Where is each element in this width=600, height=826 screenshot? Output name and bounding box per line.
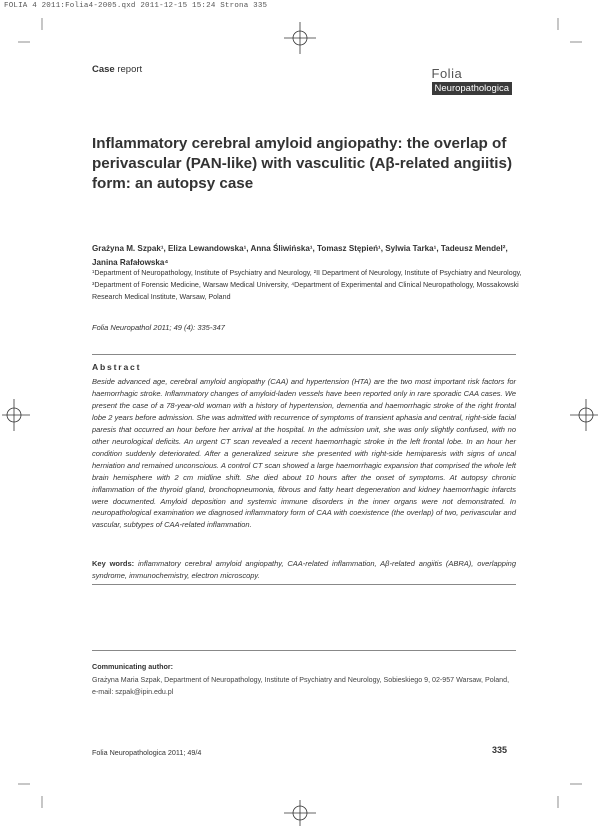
journal-logo-bottom: Neuropathologica xyxy=(432,82,512,95)
article-type-bold: Case xyxy=(92,64,115,75)
abstract-text: Beside advanced age, cerebral amyloid angiopathy (CAA) and hypertension (HTA) are the two most important risk factors for haemorrhagic stroke. Inflammatory changes of amyloid-laden vessels have been reported only in rare sporadic CAA cases. We present the case of a 78-year-old woman with a history of hypertension, dementia and haemorrhagic stroke of the right frontal lobe 2 years before admission. She was admitted with recurrence of symptoms of transient aphasia and central, right-side facial paresis that occurred an hour before her arrival at the hospital. In the admission unit, she was only slightly confused, with no other neurological deficits. An urgent CT scan revealed a recent haemorrhagic stroke in the left frontal lobe. In an hour her condition suddenly deteriorated. After a generalized seizure she presented with right-side hemiparesis with signs of uncal herniation and remained unconscious. A control CT scan showed a large haemorrhagic expansion that comprised the whole left brain hemisphere with 2 cm midline shift. She died about 10 hours after the onset of symptoms. At autopsy chronic inflammation of the thyroid gland, bronchopneumonia, fibrous and fatty heart degeneration and kidney haemorrhagic infarcts were documented. Amyloid deposition and systemic immune disorders in the inner organs were not demonstrated. In neuropathological examination we diagnosed inflammatory form of CAA with coexistence (the overlap) of two, perivascular and vascular, subtypes of CAA-related inflammation. xyxy=(92,377,516,530)
affiliations: ¹Department of Neuropathology, Institute of Psychiatry and Neurology, ²II Department of Neurology, Institute of Psychiatry and Neurology, ³Department of Forensic Medicine, Warsaw Medical University, ⁴Department of Experimental and Clinical Neuropathology, Mossakowski Research Medical Institute, Warsaw, Poland xyxy=(92,269,522,301)
footer-journal: Folia Neuropathologica 2011; 49/4 xyxy=(92,748,202,757)
keywords-text: inflammatory cerebral amyloid angiopathy, CAA-related inflammation, Aβ-related angiitis (ABRA), overlapping syndrome, immunochemistry, electron microscopy. xyxy=(92,559,516,580)
correspondence-address: Grażyna Maria Szpak, Department of Neuropathology, Institute of Psychiatry and Neurology, Sobieskiego 9, 02-957 Warsaw, Poland, xyxy=(92,676,510,684)
citation: Folia Neuropathol 2011; 49 (4): 335-347 xyxy=(92,323,225,332)
journal-logo-top: Folia xyxy=(431,66,463,81)
author-list: Grażyna M. Szpak¹, Eliza Lewandowska¹, Anna Śliwińska¹, Tomasz Stępień¹, Sylwia Tarka¹, Tadeusz Mendel², Janina Rafałowska⁴ xyxy=(92,244,508,267)
abstract-heading: Abstract xyxy=(92,362,142,372)
correspondence-heading: Communicating author: xyxy=(92,662,174,671)
article-type-rest: report xyxy=(114,64,143,75)
keywords-label: Key words: xyxy=(92,559,135,568)
correspondence-email[interactable]: e-mail: szpak@ipin.edu.pl xyxy=(92,688,174,696)
article-title: Inflammatory cerebral amyloid angiopathy: the overlap of perivascular (PAN-like) with vasculitic (Aβ-related angiitis) form: an autopsy case xyxy=(92,135,513,192)
page-number: 335 xyxy=(492,745,508,755)
print-header: FOLIA 4 2011:Folia4-2005.qxd 2011-12-15 15:24 Strona 335 xyxy=(4,2,268,10)
